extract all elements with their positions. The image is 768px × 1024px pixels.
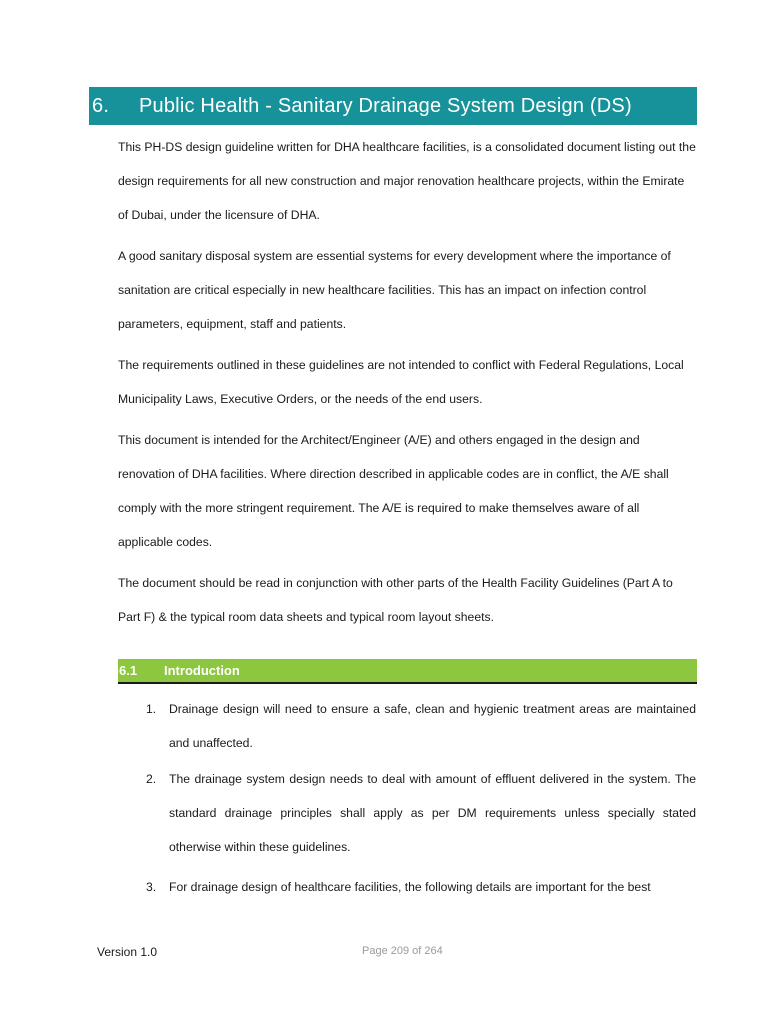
paragraph-scope: This PH-DS design guideline written for DHA healthcare facilities, is a consolidated document listing out the design requirements for all new construction and major renovation healthcare projects, within the Emirate of Dubai, under the licensure of DHA. bbox=[118, 140, 696, 222]
subsection-heading bbox=[118, 659, 697, 684]
list-item-text: The drainage system design needs to deal with amount of effluent delivered in the system. The standard drainage principles shall apply as per DM requirements unless specially stated otherwise within these guidelines. bbox=[169, 772, 696, 854]
section-title: Public Health - Sanitary Drainage System Design (DS) bbox=[139, 94, 632, 117]
section-heading bbox=[89, 87, 697, 125]
list-marker: 2. bbox=[146, 772, 157, 786]
paragraph-sanitary-importance: A good sanitary disposal system are essential systems for every development where the importance of sanitation are critical especially in new healthcare facilities. This has an impact on infection control parameters, equipment, staff and patients. bbox=[118, 249, 671, 331]
subsection-title: Introduction bbox=[164, 663, 240, 678]
list-marker: 1. bbox=[146, 702, 157, 716]
paragraph-audience: This document is intended for the Architect/Engineer (A/E) and others engaged in the design and renovation of DHA facilities. Where direction described in applicable codes are in conflict, the A/E shall comply with the more stringent requirement. The A/E is required to make themselves aware of all applicable codes. bbox=[118, 433, 669, 549]
list-item-text: For drainage design of healthcare facilities, the following details are important for the best bbox=[169, 880, 651, 894]
footer-page-number: Page 209 of 264 bbox=[362, 945, 443, 957]
section-number: 6. bbox=[92, 94, 110, 117]
list-item-text: Drainage design will need to ensure a safe, clean and hygienic treatment areas are maintained and unaffected. bbox=[169, 702, 696, 750]
paragraph-regulations: The requirements outlined in these guidelines are not intended to conflict with Federal Regulations, Local Municipality Laws, Executive Orders, or the needs of the end users. bbox=[118, 358, 684, 406]
subsection-number: 6.1 bbox=[119, 663, 138, 678]
footer-version: Version 1.0 bbox=[97, 945, 158, 959]
paragraph-conjunction: The document should be read in conjunction with other parts of the Health Facility Guidelines (Part A to Part F) & the typical room data sheets and typical room layout sheets. bbox=[118, 576, 673, 624]
list-marker: 3. bbox=[146, 880, 157, 894]
